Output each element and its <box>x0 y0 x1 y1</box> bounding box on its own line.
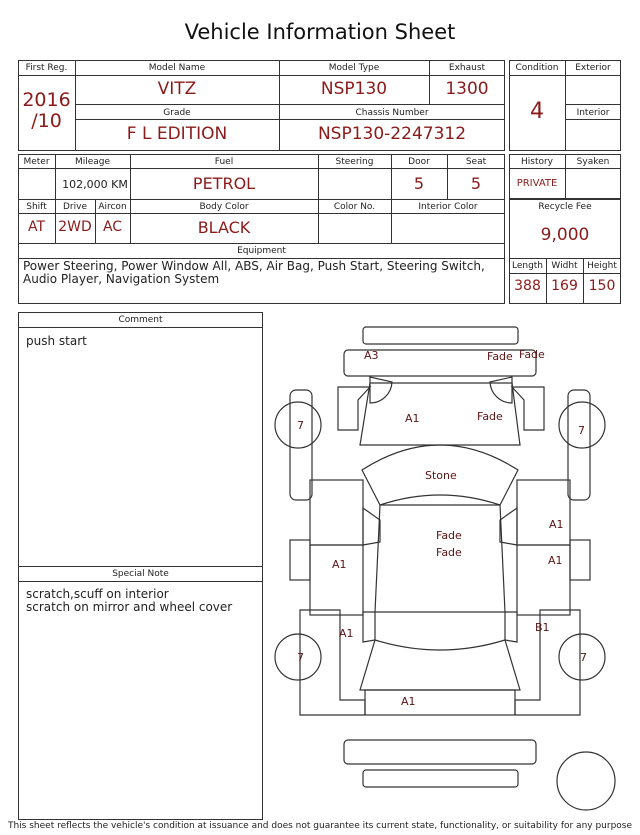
aircon-label: Aircon <box>98 202 127 212</box>
special-note-line2: scratch on mirror and wheel cover <box>26 600 233 614</box>
recycle-label: Recycle Fee <box>538 202 592 212</box>
mark-a1-left-rear: A1 <box>339 627 354 640</box>
seat-value: 5 <box>470 174 482 193</box>
wheel-rear-left-score: 7 <box>297 651 304 664</box>
mileage-label: Mileage <box>74 157 111 167</box>
special-note-label: Special Note <box>112 569 169 579</box>
chassis-label: Chassis Number <box>355 108 429 118</box>
wheel-front-right-score: 7 <box>578 424 585 437</box>
interior-color-label: Interior Color <box>418 202 478 212</box>
history-label: History <box>520 157 554 167</box>
color-no-label: Color No. <box>333 202 376 212</box>
fuel-label: Fuel <box>214 157 234 167</box>
model-name-label: Model Name <box>148 63 206 73</box>
mark-fade-hood: Fade <box>477 410 503 423</box>
model-type-value: NSP130 <box>320 79 388 99</box>
first-reg-month: /10 <box>31 110 62 132</box>
mark-fade-front-1: Fade <box>487 350 513 363</box>
width-label: Widht <box>551 261 578 271</box>
grade-value: F L EDITION <box>126 124 228 144</box>
sheet-title: Vehicle Information Sheet <box>184 20 456 44</box>
interior-label: Interior <box>576 108 610 118</box>
mark-stone: Stone <box>425 469 457 482</box>
mark-fade-roof-2: Fade <box>436 546 462 559</box>
height-label: Height <box>587 261 617 271</box>
model-name-value: VITZ <box>157 79 197 99</box>
mark-a1-left-door: A1 <box>332 558 347 571</box>
steering-label: Steering <box>335 157 374 167</box>
shift-value: AT <box>27 219 46 235</box>
equipment-value: Power Steering, Power Window All, ABS, Air Bag, Push Start, Steering Switch, Audio Player, Navigation System <box>23 259 485 286</box>
grade-label: Grade <box>163 108 191 118</box>
door-value: 5 <box>413 174 425 193</box>
mark-fade-roof-1: Fade <box>436 529 462 542</box>
body-color-value: BLACK <box>197 218 251 237</box>
wheel-rear-right-score: 7 <box>580 651 587 664</box>
height-value: 150 <box>588 278 616 294</box>
seat-label: Seat <box>465 157 487 167</box>
mileage-value: 102,000 KM <box>62 178 128 191</box>
fuel-value: PETROL <box>192 174 256 193</box>
first-reg-label: First Reg. <box>25 63 68 73</box>
meter-label: Meter <box>23 157 50 167</box>
first-reg-year: 2016 <box>22 89 71 111</box>
length-label: Length <box>511 261 544 271</box>
mark-a3-front: A3 <box>364 349 379 362</box>
chassis-value: NSP130-2247312 <box>317 124 467 144</box>
mark-a1-trunk: A1 <box>401 695 416 708</box>
door-label: Door <box>408 157 430 167</box>
history-value: PRIVATE <box>516 178 558 189</box>
mark-fade-front-2: Fade <box>519 348 545 361</box>
mark-b1-right-rear: B1 <box>535 621 550 634</box>
body-color-label: Body Color <box>199 202 249 212</box>
exhaust-label: Exhaust <box>448 63 486 73</box>
exterior-label: Exterior <box>575 63 611 73</box>
width-value: 169 <box>551 278 578 294</box>
length-value: 388 <box>514 278 541 294</box>
comment-label: Comment <box>118 315 163 325</box>
wheel-front-left-score: 7 <box>297 419 304 432</box>
comment-text: push start <box>26 334 87 348</box>
equipment-label: Equipment <box>237 246 286 256</box>
disclaimer-footer: This sheet reflects the vehicle's condition at issuance and does not guarantee its current state, functionality, or suitability for any purpose <box>7 821 633 831</box>
mark-a1-hood: A1 <box>405 412 420 425</box>
exhaust-value: 1300 <box>445 79 489 99</box>
condition-label: Condition <box>515 63 559 73</box>
condition-value: 4 <box>530 99 544 124</box>
mark-a1-right-door: A1 <box>548 554 563 567</box>
syaken-label: Syaken <box>576 157 610 167</box>
recycle-value: 9,000 <box>540 225 590 245</box>
shift-label: Shift <box>26 202 47 212</box>
drive-value: 2WD <box>58 219 92 235</box>
model-type-label: Model Type <box>328 63 380 73</box>
drive-label: Drive <box>63 202 87 212</box>
aircon-value: AC <box>102 219 123 235</box>
mark-a1-right-front: A1 <box>549 518 564 531</box>
special-note-line1: scratch,scuff on interior <box>26 587 169 601</box>
